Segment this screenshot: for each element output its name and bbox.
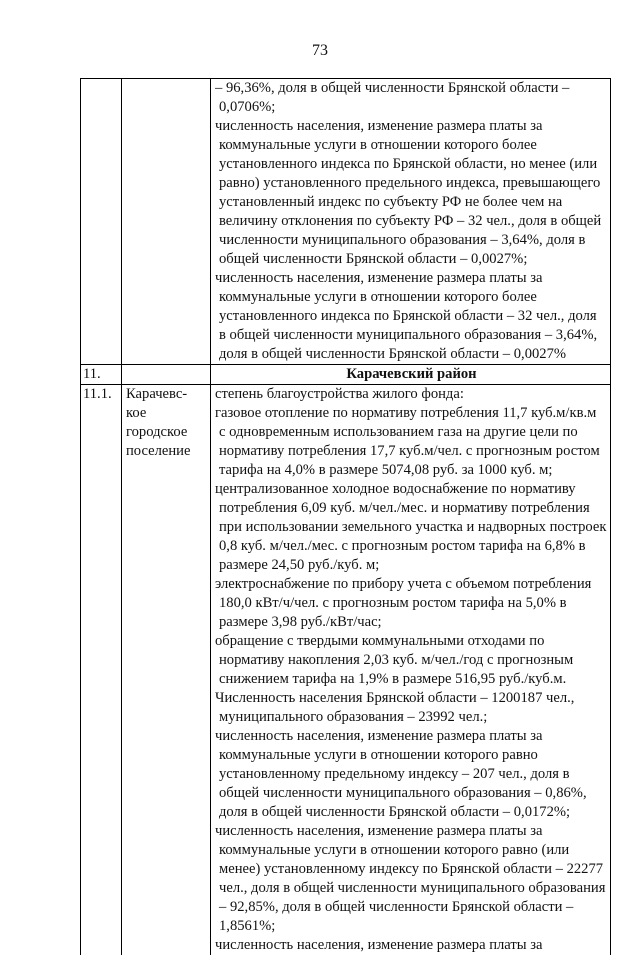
text-line: нормативу потребления 17,7 куб.м/чел. с прогнозным ростом bbox=[215, 442, 608, 461]
text-line: равно) установленного предельного индекса, превышающего bbox=[215, 174, 608, 193]
text-line: 0,0706%; bbox=[215, 98, 608, 117]
table-row-continuation bbox=[81, 79, 611, 365]
text-line: установленного индекса по Брянской области – 32 чел., доля bbox=[215, 307, 608, 326]
municipality-name-line: поселение bbox=[126, 442, 208, 461]
text-line: 180,0 кВт/ч/чел. с прогнозным ростом тарифа на 5,0% в bbox=[215, 594, 608, 613]
text-line: степень благоустройства жилого фонда: bbox=[215, 385, 608, 404]
text-line: в общей численности муниципального образования – 3,64%, bbox=[215, 326, 608, 345]
text-line: менее) установленному индексу по Брянской области – 22277 bbox=[215, 860, 608, 879]
text-line: чел., доля в общей численности муниципального образования bbox=[215, 879, 608, 898]
text-line: доля в общей численности Брянской области – 0,0172%; bbox=[215, 803, 608, 822]
text-line: обращение с твердыми коммунальными отходами по bbox=[215, 632, 608, 651]
municipality-cell bbox=[122, 385, 211, 955]
municipality-cell bbox=[122, 365, 211, 385]
text-line: 1,8561%; bbox=[215, 917, 608, 936]
text-line: коммунальные услуги в отношении которого равно bbox=[215, 746, 608, 765]
text-line: коммунальные услуги в отношении которого более bbox=[215, 288, 608, 307]
description-cell bbox=[211, 79, 611, 365]
text-line: централизованное холодное водоснабжение по нормативу bbox=[215, 480, 608, 499]
text-line: тарифа на 4,0% в размере 5074,08 руб. за 1000 куб. м; bbox=[215, 461, 608, 480]
text-line: снижением тарифа на 1,9% в размере 516,95 руб./куб.м. bbox=[215, 670, 608, 689]
text-line: – 96,36%, доля в общей численности Брянской области – bbox=[215, 79, 608, 98]
text-line: электроснабжение по прибору учета с объемом потребления bbox=[215, 575, 608, 594]
text-line: муниципального образования – 23992 чел.; bbox=[215, 708, 608, 727]
text-line: численности муниципального образования – 3,64%, доля в bbox=[215, 231, 608, 250]
text-line: численность населения, изменение размера платы за bbox=[215, 936, 608, 955]
row-number-cell: 11. bbox=[81, 365, 122, 385]
text-line: доля в общей численности Брянской области – 0,0027% bbox=[215, 345, 608, 364]
text-line: при использовании земельного участка и надворных построек bbox=[215, 518, 608, 537]
table-row-district bbox=[81, 365, 611, 385]
text-line: размере 24,50 руб./куб. м; bbox=[215, 556, 608, 575]
description-cell bbox=[211, 385, 611, 955]
text-line: – 92,85%, доля в общей численности Брянской области – bbox=[215, 898, 608, 917]
text-line: величину отклонения по субъекту РФ – 32 чел., доля в общей bbox=[215, 212, 608, 231]
text-line: общей численности муниципального образования – 0,86%, bbox=[215, 784, 608, 803]
text-line: установленный индекс по субъекту РФ не более чем на bbox=[215, 193, 608, 212]
text-line: с одновременным использованием газа на другие цели по bbox=[215, 423, 608, 442]
municipality-name-line: Карачевс- bbox=[126, 385, 208, 404]
row-number-cell bbox=[81, 79, 122, 365]
district-heading: Карачевский район bbox=[211, 365, 611, 385]
text-line: численность населения, изменение размера платы за bbox=[215, 822, 608, 841]
municipality-name-line: городское bbox=[126, 423, 208, 442]
row-number-cell: 11.1. bbox=[81, 385, 122, 955]
text-line: коммунальные услуги в отношении которого более bbox=[215, 136, 608, 155]
text-line: общей численности Брянской области – 0,0027%; bbox=[215, 250, 608, 269]
table-row-settlement bbox=[81, 385, 611, 955]
text-line: коммунальные услуги в отношении которого равно (или bbox=[215, 841, 608, 860]
text-line: численность населения, изменение размера платы за bbox=[215, 117, 608, 136]
municipality-cell bbox=[122, 79, 211, 365]
tariff-table bbox=[80, 78, 611, 955]
municipality-name-line: кое bbox=[126, 404, 208, 423]
text-line: установленного индекса по Брянской области, но менее (или bbox=[215, 155, 608, 174]
text-line: Численность населения Брянской области – 1200187 чел., bbox=[215, 689, 608, 708]
text-line: размере 3,98 руб./кВт/час; bbox=[215, 613, 608, 632]
text-line: установленному предельному индексу – 207 чел., доля в bbox=[215, 765, 608, 784]
page-number: 73 bbox=[0, 42, 640, 60]
text-line: численность населения, изменение размера платы за bbox=[215, 269, 608, 288]
text-line: нормативу накопления 2,03 куб. м/чел./год с прогнозным bbox=[215, 651, 608, 670]
text-line: газовое отопление по нормативу потребления 11,7 куб.м/кв.м bbox=[215, 404, 608, 423]
text-line: 0,8 куб. м/чел./мес. с прогнозным ростом тарифа на 6,8% в bbox=[215, 537, 608, 556]
text-line: потребления 6,09 куб. м/чел./мес. и нормативу потребления bbox=[215, 499, 608, 518]
text-line: численность населения, изменение размера платы за bbox=[215, 727, 608, 746]
